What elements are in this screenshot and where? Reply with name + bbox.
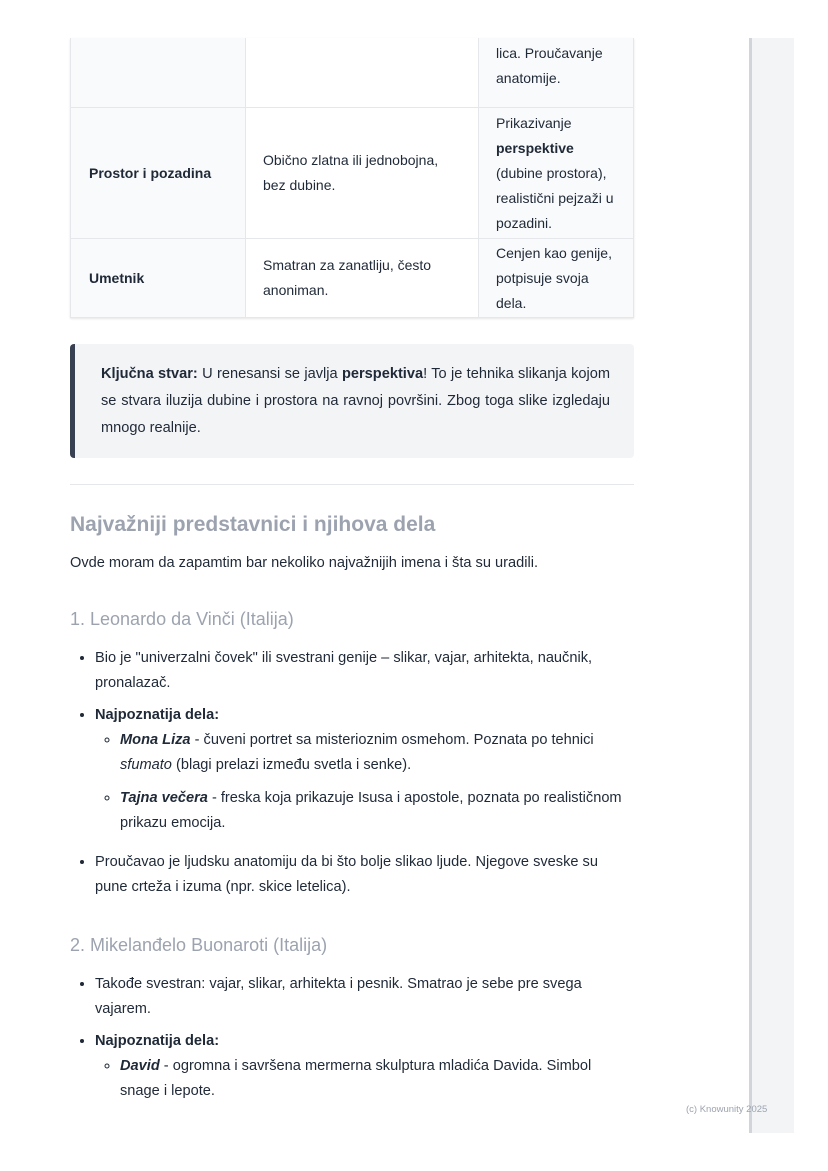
table-cell-medieval: Smatran za zanatliju, često anoniman. bbox=[246, 239, 479, 318]
table-cell-aspect: Prostor i pozadina bbox=[71, 108, 246, 239]
cell-text: lica. Proučavanje anatomije. bbox=[496, 45, 603, 86]
work-title: David bbox=[120, 1058, 160, 1074]
callout-highlight: perspektiva bbox=[341, 366, 424, 382]
list-item bbox=[95, 703, 634, 836]
key-point-callout bbox=[70, 344, 634, 458]
work-description: - ogromna i savršena mermerna skulptura mladića Davida. Simbol snage i lepote. bbox=[120, 1058, 592, 1099]
copyright-footer: (c) Knowunity 2025 bbox=[686, 1104, 768, 1115]
work-description: (blagi prelazi između svetla i senke). bbox=[171, 757, 412, 773]
list-item: • Bio je "univerzalni čovek" ili svestrani genije – slikar, vajar, arhitekta, naučnik, pronalazač. bbox=[95, 646, 634, 696]
section-title: Najvažniji predstavnici i njihova dela bbox=[70, 513, 436, 536]
table-cell-aspect bbox=[71, 38, 246, 108]
table-row bbox=[71, 108, 634, 239]
technique-term: sfumato bbox=[120, 757, 172, 773]
list-item: • Proučavao je ljudsku anatomiju da bi što bolje slikao ljude. Njegove sveske su pune crteža i izuma (npr. skice letelica). bbox=[95, 850, 634, 900]
comparison-table bbox=[70, 38, 634, 318]
work-title: Tajna večera bbox=[120, 790, 208, 806]
table-cell-medieval: Obično zlatna ili jednobojna, bez dubine. bbox=[246, 108, 479, 239]
callout-text: U renesansi se javlja bbox=[197, 366, 342, 382]
leonardo-list bbox=[70, 646, 634, 900]
table-cell-medieval bbox=[246, 38, 479, 108]
table-row bbox=[71, 38, 634, 108]
cell-text: (dubine prostora), realistični pejzaži u pozadini. bbox=[496, 164, 614, 231]
leonardo-heading: 1. Leonardo da Vinči (Italija) bbox=[70, 609, 294, 629]
list-item bbox=[120, 1054, 634, 1104]
works-list bbox=[95, 728, 634, 836]
callout-label: Ključna stvar: bbox=[101, 366, 198, 382]
section-divider bbox=[70, 484, 634, 485]
works-label: Najpoznatija dela: bbox=[95, 707, 220, 723]
callout-text: ! To je tehnika slikanja kojom se stvara iluzija dubine i prostora na ravnoj površini. Zbog toga slike izgledaju mnogo realnije. bbox=[101, 366, 610, 436]
mikelandjelo-heading: 2. Mikelanđelo Buonaroti (Italija) bbox=[70, 935, 328, 955]
table-row bbox=[71, 239, 634, 318]
table-cell-renaissance bbox=[479, 108, 634, 239]
works-label: Najpoznatija dela: bbox=[95, 1033, 220, 1049]
list-item bbox=[95, 1029, 634, 1104]
section-intro: Ovde moram da zapamtim bar nekoliko najvažnijih imena i šta su uradili. bbox=[70, 555, 539, 571]
cell-text: Cenjen kao genije, potpisuje svoja dela. bbox=[496, 244, 612, 311]
cell-highlight: perspektive bbox=[496, 139, 574, 156]
work-description: - freska koja prikazuje Isusa i apostole, poznata po realističnom prikazu emocija. bbox=[120, 790, 622, 831]
list-item: • Takođe svestran: vajar, slikar, arhitekta i pesnik. Smatrao je sebe pre svega vajarem. bbox=[95, 972, 634, 1022]
mikelandjelo-list bbox=[70, 972, 634, 1104]
table-cell-renaissance bbox=[479, 38, 634, 108]
page-edge-scrollbar bbox=[749, 38, 794, 1133]
works-list bbox=[95, 1054, 634, 1104]
cell-text: Prikazivanje bbox=[496, 114, 572, 131]
table-cell-aspect: Umetnik bbox=[71, 239, 246, 318]
work-title: Mona Liza bbox=[120, 732, 191, 748]
list-item bbox=[120, 786, 634, 836]
work-description: - čuveni portret sa misterioznim osmehom. Poznata po tehnici bbox=[190, 732, 594, 748]
document-content bbox=[70, 38, 634, 1104]
table-cell-renaissance bbox=[479, 239, 634, 318]
list-item bbox=[120, 728, 634, 778]
